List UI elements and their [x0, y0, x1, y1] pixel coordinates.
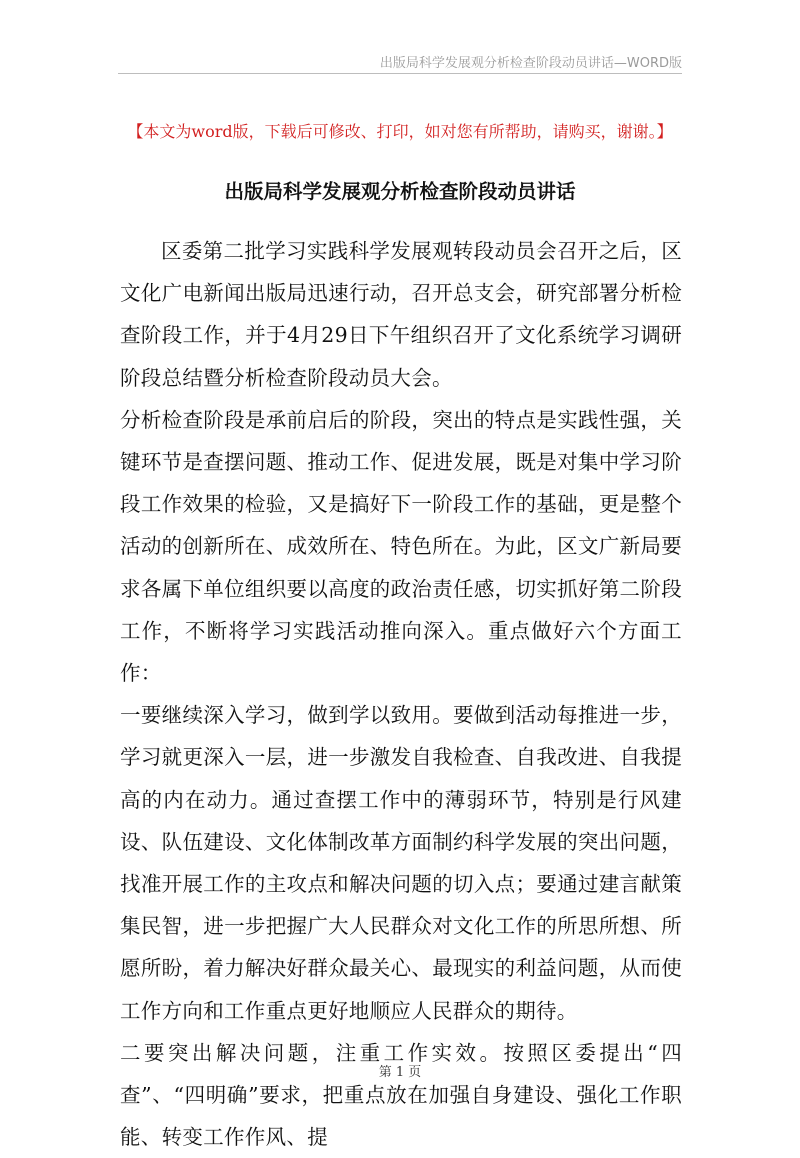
running-header: 出版局科学发展观分析检查阶段动员讲话—WORD版 — [379, 56, 682, 71]
header-divider — [118, 73, 682, 74]
page-number: 第 1 页 — [378, 1065, 422, 1080]
paragraph-point-two: 二要突出解决问题，注重工作实效。按照区委提出“四查”、“四明确”要求，把重点放在加强自身建设、强化工作职能、转变工作作风、提 — [120, 1040, 682, 1150]
paragraph-intro: 区委第二批学习实践科学发展观转段动员会召开之后，区文化广电新闻出版局迅速行动，召开总支会，研究部署分析检查阶段工作，并于4月29日下午组织召开了文化系统学习调研阶段总结暨分析检查阶段动员大会。 — [120, 239, 682, 390]
paragraph-analysis-stage: 分析检查阶段是承前启后的阶段，突出的特点是实践性强，关键环节是查摆问题、推动工作、促进发展，既是对集中学习阶段工作效果的检验，又是搞好下一阶段工作的基础，更是整个活动的创新所在、成效所在、特色所在。为此，区文广新局要求各属下单位组织要以高度的政治责任感，切实抓好第二阶段工作，不断将学习实践活动推向深入。重点做好六个方面工作： — [120, 407, 682, 686]
document-body — [120, 230, 682, 1158]
paragraph-point-one: 一要继续深入学习，做到学以致用。要做到活动每推进一步，学习就更深入一层，进一步激发自我检查、自我改进、自我提高的内在动力。通过查摆工作中的薄弱环节，特别是行风建设、队伍建设、文化体制改革方面制约科学发展的突出问题，找准开展工作的主攻点和解决问题的切入点；要通过建言献策集民智，进一步把握广大人民群众对文化工作的所思所想、所愿所盼，着力解决好群众最关心、最现实的利益问题，从而使工作方向和工作重点更好地顺应人民群众的期待。 — [120, 703, 682, 1023]
download-notice: 【本文为word版，下载后可修改、打印，如对您有所帮助，请购买，谢谢。】 — [127, 122, 673, 141]
document-title: 出版局科学发展观分析检查阶段动员讲话 — [224, 180, 576, 203]
